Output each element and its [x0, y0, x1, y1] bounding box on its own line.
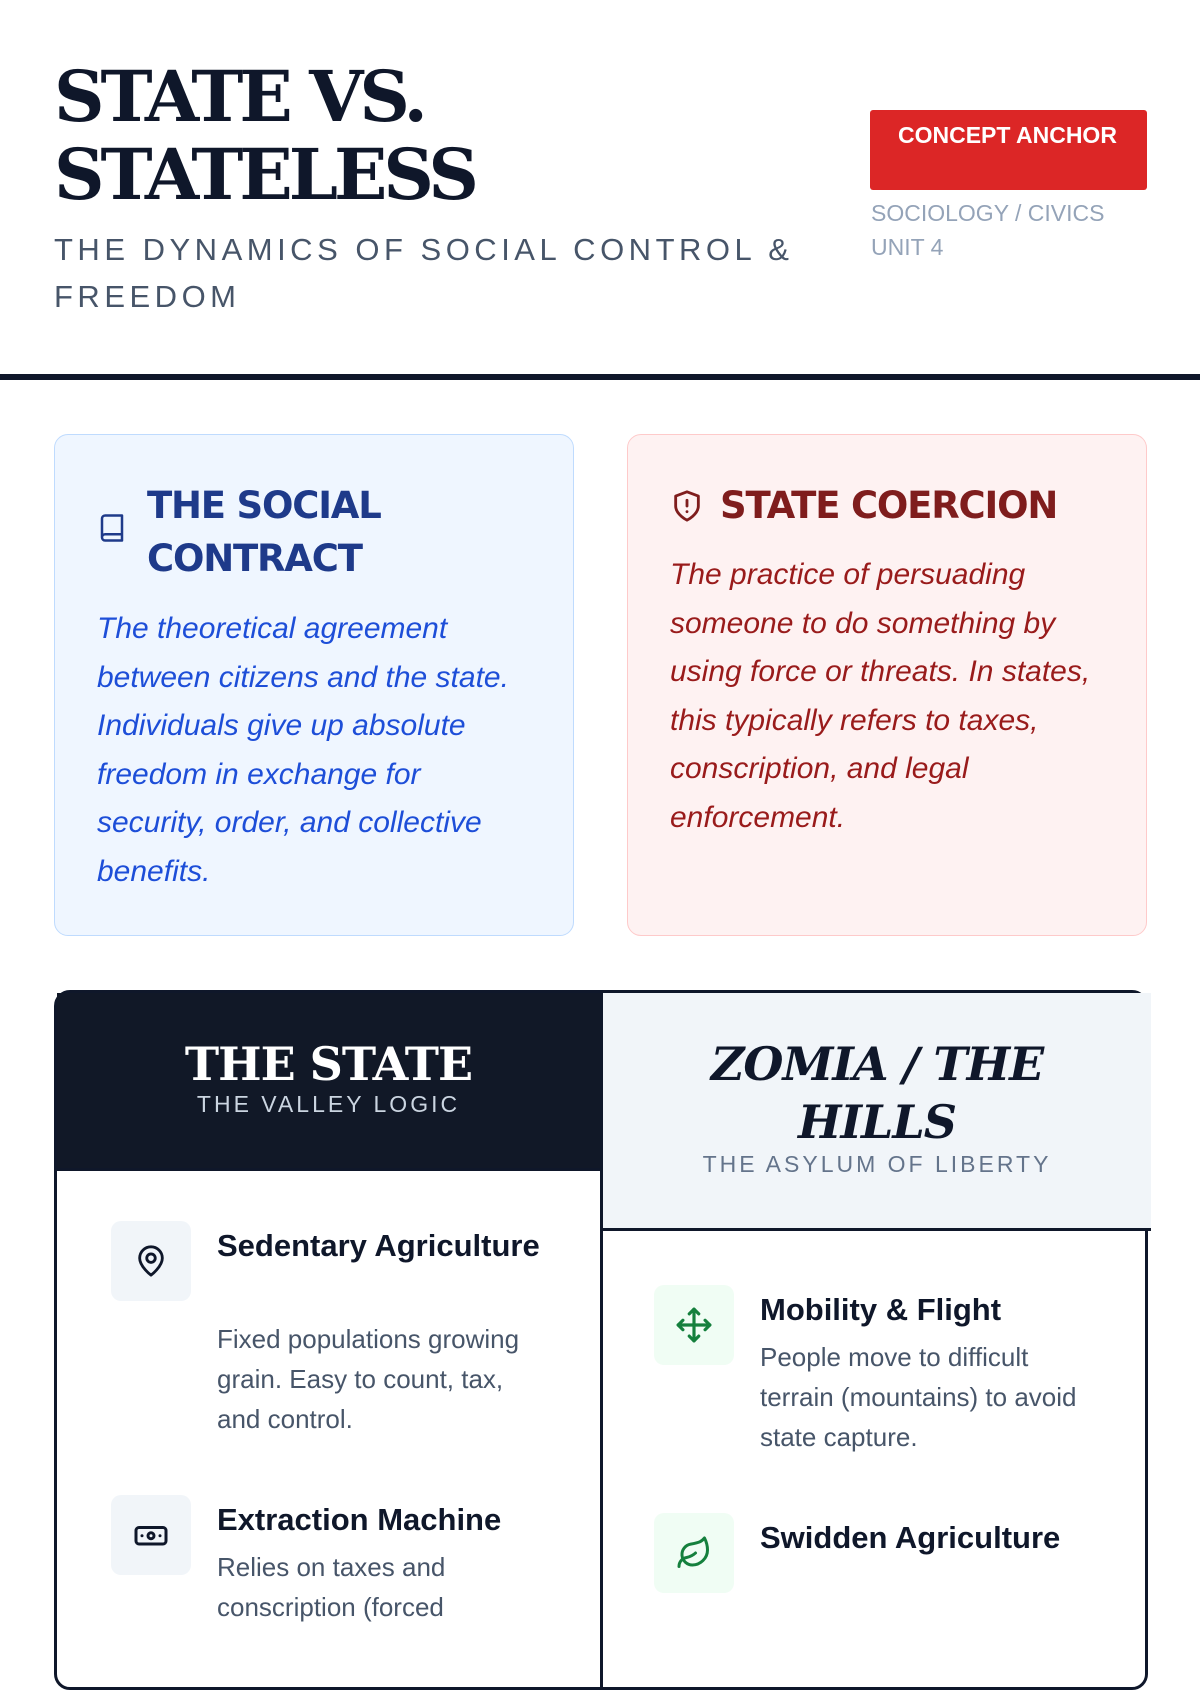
state-coercion-definition: The practice of persuading someone to do something by using force or threats. In states, this typically refers to taxes, conscription, and legal enforcement. [670, 558, 1091, 834]
zomia-column-header [603, 993, 1151, 1231]
course-unit: UNIT 4 [871, 234, 944, 260]
item-title: Sedentary Agriculture [217, 1228, 540, 1263]
zomia-column-subtitle: THE ASYLUM OF LIBERTY [702, 1151, 1052, 1177]
page-title: STATE VS. STATELESS [54, 55, 475, 216]
header-divider [0, 374, 1200, 380]
zomia-column-title: ZOMIA / THE HILLS [710, 1037, 1044, 1149]
item-title: Swidden Agriculture [760, 1520, 1061, 1555]
state-vs-zomia-comparison [54, 990, 1148, 1690]
book-icon [97, 513, 127, 543]
page-subtitle: THE DYNAMICS OF SOCIAL CONTROL & FREEDOM [54, 232, 794, 314]
social-contract-definition: The theoretical agreement between citizens and the state. Individuals give up absolute freedom in exchange for security, order, and collective benefits. [97, 612, 509, 888]
course-label [871, 196, 1161, 264]
state-column-title: THE STATE [184, 1037, 473, 1091]
social-contract-card [54, 434, 574, 936]
item-title: Extraction Machine [217, 1502, 502, 1537]
state-coercion-card [627, 434, 1147, 936]
item-title: Mobility & Flight [760, 1292, 1002, 1327]
concept-anchor-badge: CONCEPT ANCHOR [870, 110, 1147, 190]
page-header [0, 0, 1200, 378]
item-description: People move to difficult terrain (mountains) to avoid state capture. [760, 1342, 1077, 1452]
state-column-subtitle: THE VALLEY LOGIC [196, 1091, 461, 1117]
social-contract-title: THE SOCIAL CONTRACT [147, 484, 381, 580]
leaf-icon [654, 1513, 734, 1593]
card-header [97, 479, 427, 585]
item-description: Fixed populations growing grain. Easy to count, tax, and control. [217, 1324, 520, 1434]
shield-alert-icon [670, 489, 700, 519]
item-description: Relies on taxes and conscription (forced [217, 1552, 446, 1622]
column-divider [600, 993, 603, 1687]
state-coercion-title: STATE COERCION [720, 484, 1058, 527]
map-pin-icon [111, 1221, 191, 1301]
course-subject: SOCIOLOGY / CIVICS [871, 200, 1105, 226]
banknote-icon [111, 1495, 191, 1575]
card-header [670, 479, 1110, 532]
move-arrows-icon [654, 1285, 734, 1365]
state-column-header [57, 993, 600, 1171]
